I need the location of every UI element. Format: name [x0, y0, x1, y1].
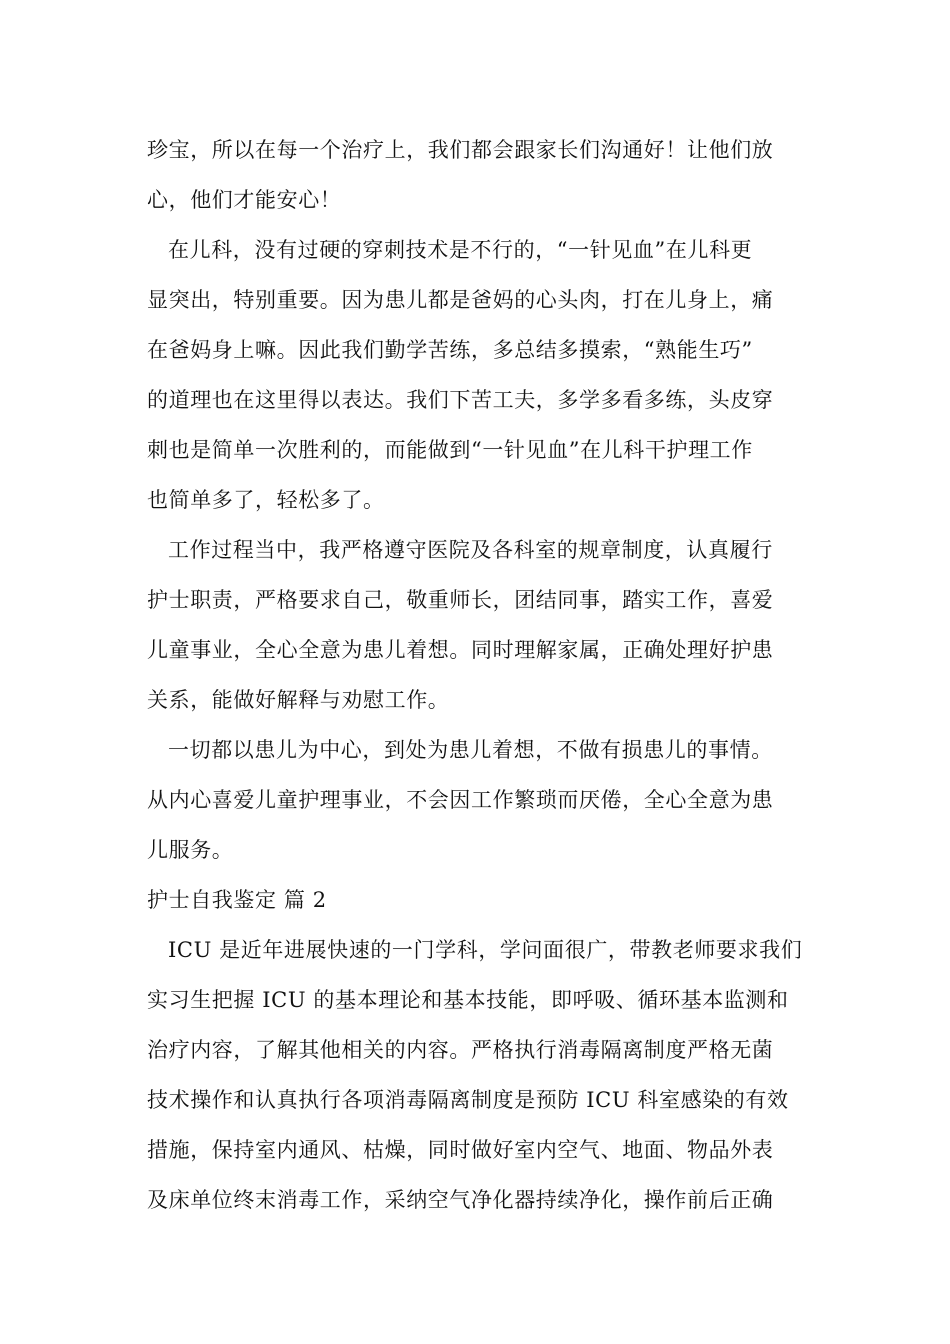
text-line: ICU 是近年进展快速的一门学科，学问面很广，带教老师要求我们 — [168, 938, 803, 962]
paragraph — [147, 225, 807, 525]
text-line: 儿服务。 — [147, 838, 234, 862]
text-line: 治疗内容，了解其他相关的内容。严格执行消毒隔离制度严格无菌 — [147, 1038, 774, 1062]
text-line: 一切都以患儿为中心，到处为患儿着想，不做有损患儿的事情。 — [168, 738, 773, 762]
text-line: 措施，保持室内通风、枯燥，同时做好室内空气、地面、物品外表 — [147, 1138, 774, 1162]
text-line: 也简单多了，轻松多了。 — [147, 488, 385, 512]
text-line: 显突出，特别重要。因为患儿都是爸妈的心头肉，打在儿身上，痛 — [147, 288, 774, 312]
text-line: 工作过程当中，我严格遵守医院及各科室的规章制度，认真履行 — [168, 538, 773, 562]
text-line: 实习生把握 ICU 的基本理论和基本技能，即呼吸、循环基本监测和 — [147, 988, 789, 1012]
document-body — [147, 125, 807, 1225]
paragraph — [147, 125, 807, 225]
text-line: 及床单位终末消毒工作，采纳空气净化器持续净化，操作前后正确 — [147, 1188, 774, 1212]
text-line: 珍宝，所以在每一个治疗上，我们都会跟家长们沟通好！让他们放 — [147, 138, 774, 162]
text-line: 从内心喜爱儿童护理事业，不会因工作繁琐而厌倦，全心全意为患 — [147, 788, 774, 812]
paragraph — [147, 925, 807, 1225]
text-line: 在爸妈身上嘛。因此我们勤学苦练，多总结多摸索，“熟能生巧” — [147, 338, 753, 362]
text-line: 刺也是简单一次胜利的，而能做到“一针见血”在儿科干护理工作 — [147, 438, 753, 462]
text-line: 关系，能做好解释与劝慰工作。 — [147, 688, 450, 712]
text-line: 儿童事业，全心全意为患儿着想。同时理解家属，正确处理好护患 — [147, 638, 774, 662]
text-line: 技术操作和认真执行各项消毒隔离制度是预防 ICU 科室感染的有效 — [147, 1088, 789, 1112]
paragraph — [147, 725, 807, 875]
paragraph — [147, 525, 807, 725]
text-line: 在儿科，没有过硬的穿刺技术是不行的，“一针见血”在儿科更 — [168, 238, 753, 262]
text-line: 的道理也在这里得以表达。我们下苦工夫，多学多看多练，头皮穿 — [147, 388, 774, 412]
section-heading: 护士自我鉴定 篇 2 — [147, 888, 327, 912]
text-line: 护士职责，严格要求自己，敬重师长，团结同事，踏实工作，喜爱 — [147, 588, 774, 612]
text-line: 心，他们才能安心！ — [147, 188, 342, 212]
